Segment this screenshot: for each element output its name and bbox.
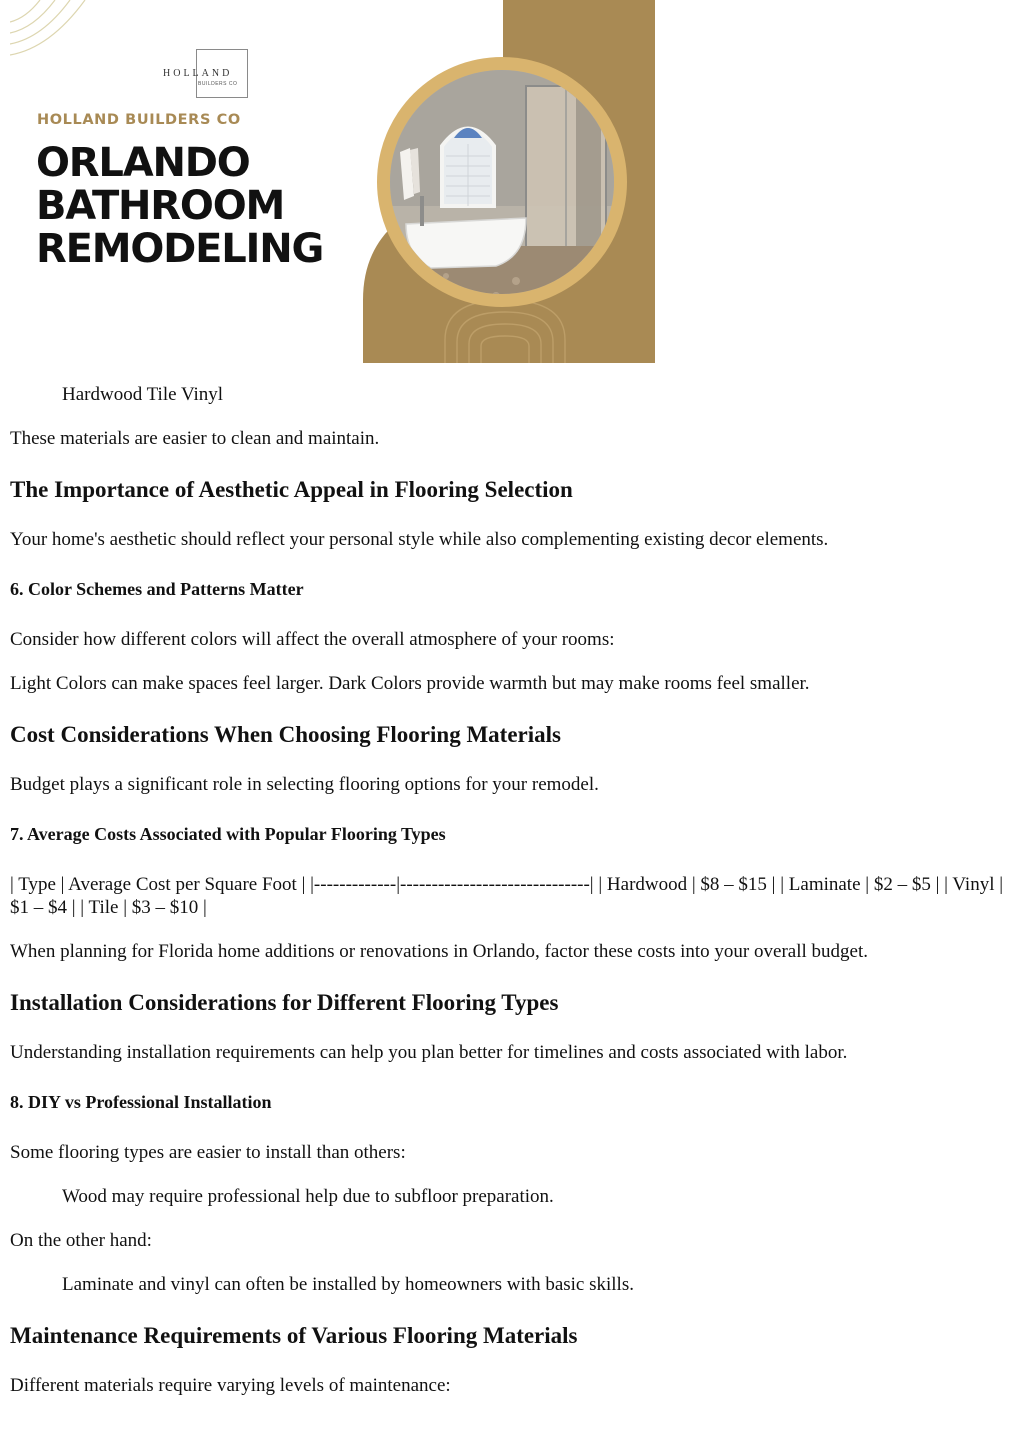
paragraph-installation: Understanding installation requirements can help you plan better for timelines and costs associated with labor.	[10, 1042, 848, 1063]
heading-installation: Installation Considerations for Different Flooring Types	[10, 990, 559, 1015]
paragraph-easier-to-clean: These materials are easier to clean and maintain.	[10, 428, 380, 449]
paragraph-budget: Budget plays a significant role in selecting flooring options for your remodel.	[10, 774, 599, 795]
headline-line-1: ORLANDO	[36, 140, 250, 186]
paragraph-aesthetic: Your home's aesthetic should reflect your personal style while also complementing existing decor elements.	[10, 529, 829, 550]
flooring-types-list-item: Hardwood Tile Vinyl	[62, 384, 224, 405]
heading-maintenance: Maintenance Requirements of Various Flooring Materials	[10, 1323, 578, 1348]
paragraph-colors-intro: Consider how different colors will affect the overall atmosphere of your rooms:	[10, 629, 615, 650]
heading-aesthetic-appeal: The Importance of Aesthetic Appeal in Flooring Selection	[10, 477, 573, 502]
list-item-laminate: Laminate and vinyl can often be installed by homeowners with basic skills.	[62, 1274, 634, 1295]
logo-text: HOLLAND	[163, 68, 233, 79]
paragraph-planning: When planning for Florida home additions or renovations in Orlando, factor these costs into your overall budget.	[10, 941, 868, 962]
heading-average-costs: 7. Average Costs Associated with Popular Flooring Types	[10, 824, 446, 844]
heading-color-schemes: 6. Color Schemes and Patterns Matter	[10, 579, 304, 599]
logo-subtext: BUILDERS CO	[198, 81, 238, 87]
hero-banner	[10, 0, 655, 363]
headline	[36, 142, 323, 271]
bathroom-photo	[376, 56, 628, 308]
decorative-arcs	[10, 0, 100, 70]
cost-table-text: | Type | Average Cost per Square Foot | |-------------|------------------------------| | Hardwood | $8 – $15 | | Laminate | $2 – $5 | | Vinyl | $1 – $4 | | Tile | $3 – $10 |	[10, 874, 1004, 918]
paragraph-maintenance: Different materials require varying levels of maintenance:	[10, 1375, 451, 1396]
brand-name: HOLLAND BUILDERS CO	[37, 112, 241, 128]
heading-cost-considerations: Cost Considerations When Choosing Flooring Materials	[10, 722, 561, 747]
headline-line-2: BATHROOM	[36, 183, 285, 229]
list-item-wood: Wood may require professional help due to subfloor preparation.	[62, 1186, 554, 1207]
headline-line-3: REMODELING	[36, 226, 324, 272]
paragraph-diy-intro: Some flooring types are easier to install than others:	[10, 1142, 406, 1163]
paragraph-colors-list: Light Colors can make spaces feel larger. Dark Colors provide warmth but may make rooms feel smaller.	[10, 673, 810, 694]
paragraph-other-hand: On the other hand:	[10, 1230, 152, 1251]
heading-diy-vs-professional: 8. DIY vs Professional Installation	[10, 1092, 272, 1112]
